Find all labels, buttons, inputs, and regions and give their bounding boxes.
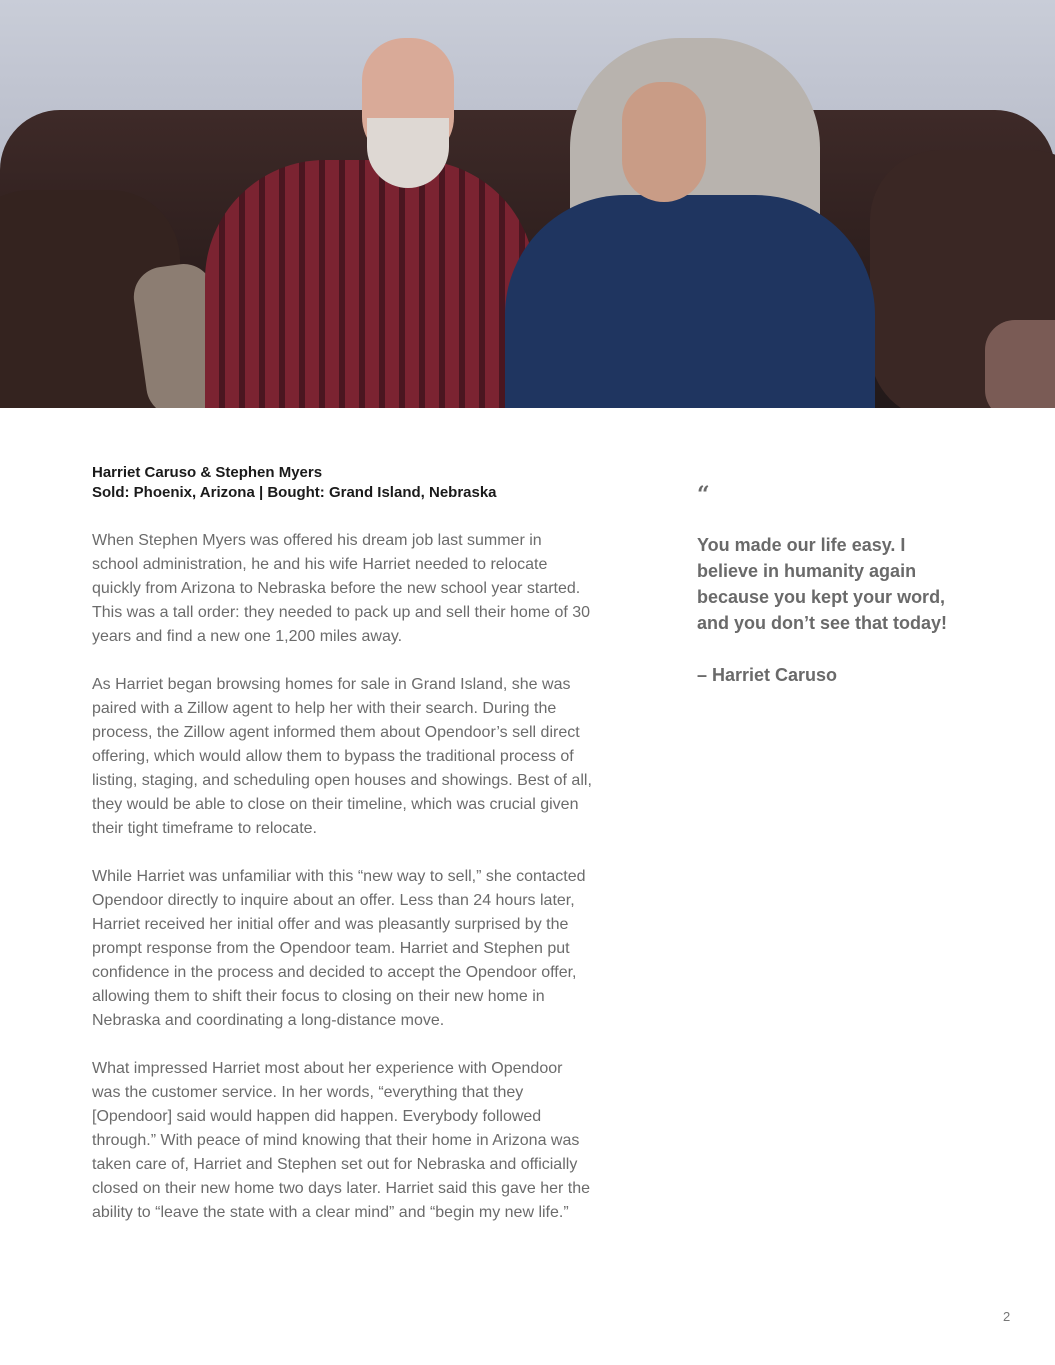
pillow-right bbox=[985, 320, 1055, 408]
woman-face bbox=[622, 82, 706, 202]
woman-denim-shirt bbox=[505, 195, 875, 408]
paragraph: While Harriet was unfamiliar with this “new way to sell,” she contacted Opendoor directly to inquire about an offer. Less than 24 hours later, Harriet received her initial offer and was pleasantly surprised by the prompt response from the Opendoor team. Harriet and Stephen put confidence in the process and decided to accept the Opendoor offer, allowing them to shift their focus to closing on their new home in Nebraska and coordinating a long-distance move. bbox=[92, 868, 586, 1029]
sold-bought-locations: Sold: Phoenix, Arizona | Bought: Grand Island, Nebraska bbox=[92, 484, 497, 501]
paragraph: What impressed Harriet most about her experience with Opendoor was the customer service. In her words, “everything that they [Opendoor] said would happen did happen. Everybody followed through.” With peace of mind knowing that their home in Arizona was taken care of, Harriet and Stephen set out for Nebraska and officially closed on their new home two days later. Harriet said this gave her the ability to “leave the state with a clear mind” and “begin my new life.” bbox=[92, 1060, 591, 1221]
quote-author: – Harriet Caruso bbox=[697, 665, 838, 685]
quote-text: You made our life easy. I believe in humanity again because you kept your word, and you don’t see that today! bbox=[697, 535, 948, 633]
pull-quote bbox=[697, 484, 957, 688]
quote-mark-icon: “ bbox=[697, 482, 710, 508]
paragraph: When Stephen Myers was offered his dream job last summer in school administration, he and his wife Harriet needed to relocate quickly from Arizona to Nebraska before the new school year started. This was a tall order: they needed to pack up and sell their home of 30 years and find a new one 1,200 miles away. bbox=[92, 532, 591, 645]
couple-photo bbox=[0, 0, 1055, 408]
man-plaid-shirt bbox=[205, 160, 535, 408]
customer-names: Harriet Caruso & Stephen Myers bbox=[92, 464, 323, 481]
page-number: 2 bbox=[1003, 1309, 1011, 1324]
paragraph: As Harriet began browsing homes for sale in Grand Island, she was paired with a Zillow agent to help her with their search. During the process, the Zillow agent informed them about Opendoor’s sell direct offering, which would allow them to bypass the traditional process of listing, staging, and scheduling open houses and showings. Best of all, they would be able to close on their timeline, which was crucial given their tight timeframe to relocate. bbox=[92, 676, 592, 837]
story-header bbox=[92, 463, 497, 503]
story-body bbox=[92, 529, 592, 1249]
